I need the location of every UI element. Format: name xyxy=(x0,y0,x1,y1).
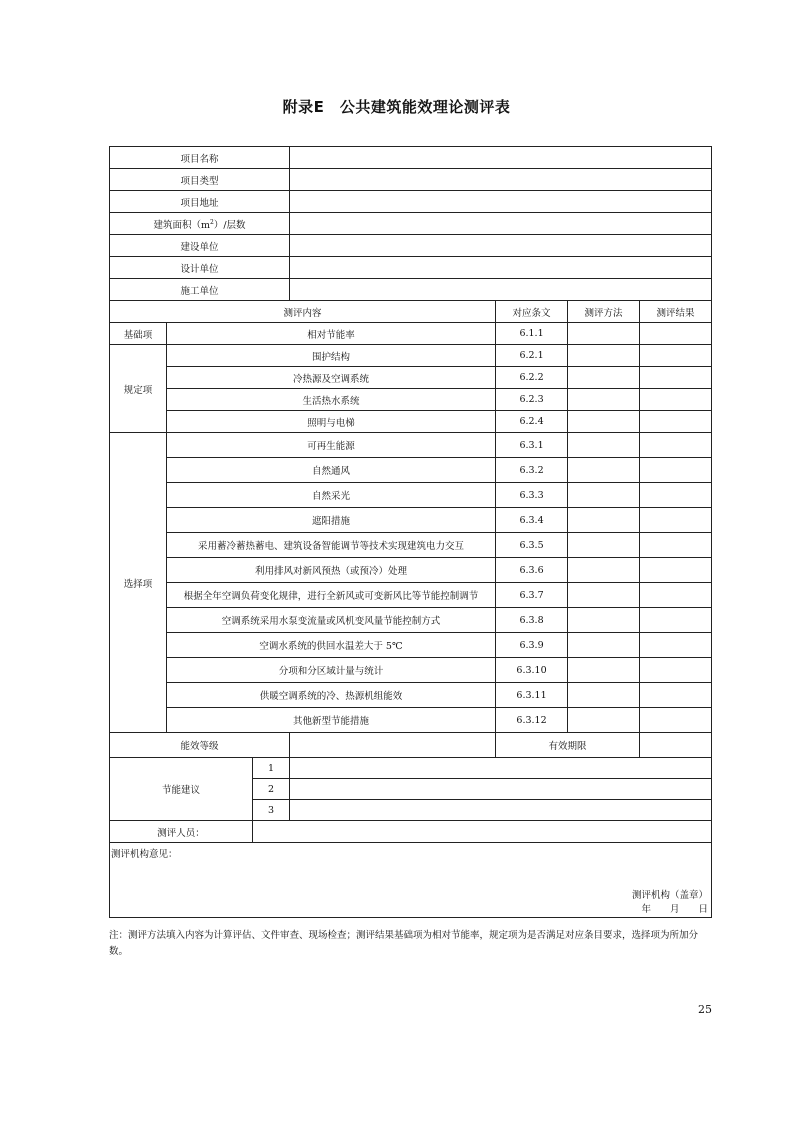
result-cell[interactable] xyxy=(640,508,712,533)
suggestion-number: 1 xyxy=(253,758,290,779)
building-area-field[interactable] xyxy=(290,213,712,235)
method-cell[interactable] xyxy=(568,708,640,733)
method-cell[interactable] xyxy=(568,508,640,533)
result-cell[interactable] xyxy=(640,389,712,411)
optional-clause: 6.3.12 xyxy=(496,708,568,733)
method-cell[interactable] xyxy=(568,683,640,708)
project-address-label: 项目地址 xyxy=(110,191,290,213)
project-type-field[interactable] xyxy=(290,169,712,191)
builder-unit-label: 施工单位 xyxy=(110,279,290,301)
result-cell[interactable] xyxy=(640,483,712,508)
page-number: 25 xyxy=(698,1003,712,1016)
result-cell[interactable] xyxy=(640,433,712,458)
building-area-label xyxy=(110,213,290,235)
footnote: 注：测评方法填入内容为计算评估、文件审查、现场检查；测评结果基础项为相对节能率，规定项为是否满足对应条目要求，选择项为所加分数。 xyxy=(109,930,699,957)
basic-clause: 6.1.1 xyxy=(496,323,568,345)
optional-clause: 6.3.6 xyxy=(496,558,568,583)
regulatory-clause: 6.2.1 xyxy=(496,345,568,367)
suggestion-number: 2 xyxy=(253,779,290,800)
optional-clause: 6.3.1 xyxy=(496,433,568,458)
optional-item: 自然通风 xyxy=(167,458,496,483)
result-cell[interactable] xyxy=(640,411,712,433)
basic-item: 相对节能率 xyxy=(167,323,496,345)
optional-clause: 6.3.11 xyxy=(496,683,568,708)
result-cell[interactable] xyxy=(640,583,712,608)
assessor-label: 测评人员： xyxy=(110,821,253,843)
optional-item: 采用蓄冷蓄热蓄电、建筑设备智能调节等技术实现建筑电力交互 xyxy=(167,533,496,558)
result-cell[interactable] xyxy=(640,633,712,658)
basic-category: 基础项 xyxy=(110,323,167,345)
opinion-cell[interactable] xyxy=(110,843,712,918)
method-cell[interactable] xyxy=(568,483,640,508)
optional-clause: 6.3.10 xyxy=(496,658,568,683)
optional-clause: 6.3.5 xyxy=(496,533,568,558)
result-cell[interactable] xyxy=(640,608,712,633)
suggestion-number: 3 xyxy=(253,800,290,821)
regulatory-clause: 6.2.4 xyxy=(496,411,568,433)
project-address-field[interactable] xyxy=(290,191,712,213)
regulatory-category: 规定项 xyxy=(110,345,167,433)
optional-item: 其他新型节能措施 xyxy=(167,708,496,733)
builder-unit-field[interactable] xyxy=(290,279,712,301)
opinion-sign: 测评机构（盖章） xyxy=(632,890,709,901)
optional-item: 分项和分区域计量与统计 xyxy=(167,658,496,683)
grade-label: 能效等级 xyxy=(110,733,290,758)
result-cell[interactable] xyxy=(640,458,712,483)
method-cell[interactable] xyxy=(568,583,640,608)
design-unit-field[interactable] xyxy=(290,257,712,279)
optional-item: 利用排风对新风预热（或预冷）处理 xyxy=(167,558,496,583)
basic-result-cell[interactable] xyxy=(640,323,712,345)
suggestion-field[interactable] xyxy=(290,800,712,821)
optional-clause: 6.3.9 xyxy=(496,633,568,658)
regulatory-item: 冷热源及空调系统 xyxy=(167,367,496,389)
method-cell[interactable] xyxy=(568,558,640,583)
building-area-label-sup: 2 xyxy=(210,218,214,226)
optional-clause: 6.3.3 xyxy=(496,483,568,508)
optional-clause: 6.3.8 xyxy=(496,608,568,633)
regulatory-clause: 6.2.2 xyxy=(496,367,568,389)
building-area-label-post: ）/层数 xyxy=(213,219,246,231)
building-area-label-pre: 建筑面积（m xyxy=(153,219,210,231)
result-cell[interactable] xyxy=(640,533,712,558)
header-method: 测评方法 xyxy=(568,301,640,323)
project-name-field[interactable] xyxy=(290,147,712,169)
method-cell[interactable] xyxy=(568,389,640,411)
suggestion-label: 节能建议 xyxy=(110,758,253,821)
result-cell[interactable] xyxy=(640,367,712,389)
regulatory-clause: 6.2.3 xyxy=(496,389,568,411)
project-type-label: 项目类型 xyxy=(110,169,290,191)
header-clause: 对应条文 xyxy=(496,301,568,323)
header-content: 测评内容 xyxy=(110,301,496,323)
grade-field[interactable] xyxy=(290,733,496,758)
method-cell[interactable] xyxy=(568,633,640,658)
optional-item: 根据全年空调负荷变化规律，进行全新风或可变新风比等节能控制调节 xyxy=(167,583,496,608)
optional-category: 选择项 xyxy=(110,433,167,733)
regulatory-item: 照明与电梯 xyxy=(167,411,496,433)
header-result: 测评结果 xyxy=(640,301,712,323)
opinion-label: 测评机构意见： xyxy=(111,849,178,860)
optional-item: 供暖空调系统的冷、热源机组能效 xyxy=(167,683,496,708)
design-unit-label: 设计单位 xyxy=(110,257,290,279)
construction-unit-field[interactable] xyxy=(290,235,712,257)
optional-item: 自然采光 xyxy=(167,483,496,508)
regulatory-item: 围护结构 xyxy=(167,345,496,367)
method-cell[interactable] xyxy=(568,533,640,558)
assessor-field[interactable] xyxy=(253,821,712,843)
optional-item: 空调水系统的供回水温差大于 5℃ xyxy=(167,633,496,658)
construction-unit-label: 建设单位 xyxy=(110,235,290,257)
method-cell[interactable] xyxy=(568,458,640,483)
result-cell[interactable] xyxy=(640,558,712,583)
result-cell[interactable] xyxy=(640,708,712,733)
optional-clause: 6.3.2 xyxy=(496,458,568,483)
optional-item: 遮阳措施 xyxy=(167,508,496,533)
optional-item: 可再生能源 xyxy=(167,433,496,458)
optional-clause: 6.3.7 xyxy=(496,583,568,608)
result-cell[interactable] xyxy=(640,658,712,683)
project-name-label: 项目名称 xyxy=(110,147,290,169)
result-cell[interactable] xyxy=(640,683,712,708)
suggestion-field[interactable] xyxy=(290,758,712,779)
suggestion-field[interactable] xyxy=(290,779,712,800)
method-cell[interactable] xyxy=(568,411,640,433)
validity-label: 有效期限 xyxy=(496,733,640,758)
basic-method-cell[interactable] xyxy=(568,323,640,345)
method-cell[interactable] xyxy=(568,345,640,367)
optional-clause: 6.3.4 xyxy=(496,508,568,533)
regulatory-item: 生活热水系统 xyxy=(167,389,496,411)
assessment-table xyxy=(109,146,712,918)
optional-item: 空调系统采用水泵变流量或风机变风量节能控制方式 xyxy=(167,608,496,633)
validity-field[interactable] xyxy=(640,733,712,758)
result-cell[interactable] xyxy=(640,345,712,367)
method-cell[interactable] xyxy=(568,433,640,458)
method-cell[interactable] xyxy=(568,658,640,683)
page-title: 附录E 公共建筑能效理论测评表 xyxy=(282,98,511,116)
method-cell[interactable] xyxy=(568,608,640,633)
opinion-date: 年 月 日 xyxy=(641,904,709,915)
method-cell[interactable] xyxy=(568,367,640,389)
